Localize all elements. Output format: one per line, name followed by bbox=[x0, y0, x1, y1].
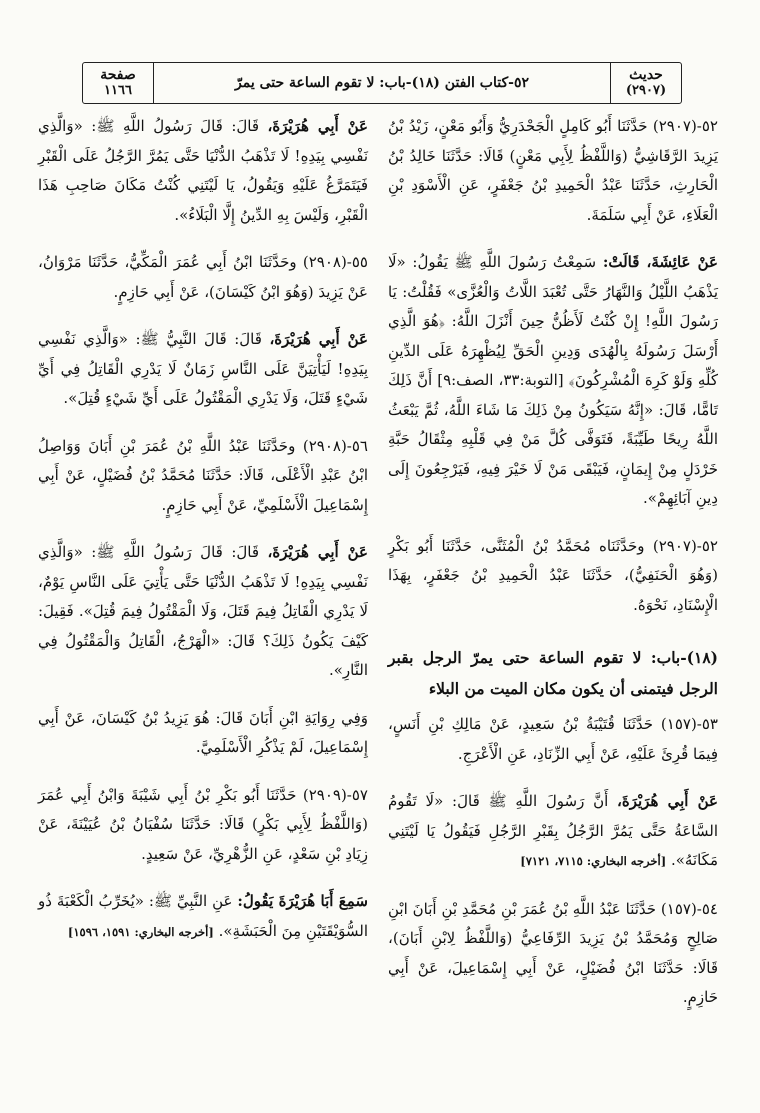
hadith-text: سَمِعْتُ رَسُولَ اللَّهِ ﷺ يَقُولُ: «لَا يَذْهَبُ اللَّيْلُ وَالنَّهَارُ حَتَّى تُعْبَدَ اللَّاتُ وَالْعُزَّى» فَقُلْتُ: يَا رَسُولَ اللَّهِ! إِنْ كُنْتُ لَأَظُنُّ حِينَ أَنْزَلَ اللَّهُ: ﴿هُوَ الَّذِي أَرْسَلَ رَسُولَهُ بِالْهُدَى وَدِينِ الْحَقِّ لِيُظْهِرَهُ عَلَى الدِّينِ كُلِّهِ وَلَوْ كَرِهَ الْمُشْرِكُونَ﴾ [التوبة:٣٣، الصف:٩] أَنَّ ذَلِكَ تَامًّا، قَالَ: «إِنَّهُ سَيَكُونُ مِنْ ذَلِكَ مَا شَاءَ اللَّهُ، ثُمَّ يَبْعَثُ اللَّهُ رِيحًا طَيِّبَةً، فَتَوَفَّى كُلَّ مَنْ فِي قَلْبِهِ مِثْقَالُ حَبَّةِ خَرْدَلٍ مِنْ إِيمَانٍ، فَيَبْقَى مَنْ لَا خَيْرَ فِيهِ، فَيَرْجِعُونَ إِلَى دِينِ آبَائِهِمْ». bbox=[388, 253, 718, 507]
narrator-lead: سَمِعَ أَبَا هُرَيْرَةَ يَقُولُ: bbox=[237, 892, 368, 910]
hadith-text: قَالَ: قَالَ رَسُولُ اللَّهِ ﷺ: «وَالَّذِي نَفْسِي بِيَدِهِ! لَا تَذْهَبُ الدُّنْيَا حَتَّى يَمُرَّ الرَّجُلُ عَلَى الْقَبْرِ فَيَتَمَرَّغُ عَلَيْهِ وَيَقُولُ، يَا لَيْتَنِي كُنْتُ مَكَانَ صَاحِبِ هَذَا الْقَبْرِ، وَلَيْسَ بِهِ الدِّينُ إِلَّا الْبَلَاءُ». bbox=[38, 117, 368, 224]
chapter-heading: (١٨)-باب: لا تقوم الساعة حتى يمرّ الرجل بقبر الرجل فيتمنى أن يكون مكان الميت من البلاء bbox=[388, 648, 718, 698]
narrator-lead: عَنْ أَبِي هُرَيْرَةَ، bbox=[617, 792, 719, 810]
hadith-text: عَنِ النَّبِيِّ ﷺ: «يُخَرِّبُ الْكَعْبَةَ ذُو السُّوَيْقَتَيْنِ مِنَ الْحَبَشَةِ». bbox=[38, 892, 368, 940]
hadith-matn bbox=[38, 538, 368, 686]
running-title: ٥٢-كتاب الفتن (١٨)-باب: لا تقوم الساعة حتى يمرّ bbox=[235, 75, 529, 91]
narration-note: وَفِي رِوَايَةِ ابْنِ أَبَانَ قَالَ: هُوَ يَزِيدُ بْنُ كَيْسَانَ، عَنْ أَبِي إِسْمَاعِيلَ، لَمْ يَذْكُرِ الْأَسْلَمِيَّ. bbox=[38, 708, 368, 756]
hadith-matn bbox=[38, 112, 368, 230]
right-column bbox=[388, 112, 718, 1013]
hadith-number: (٢٩٠٧) bbox=[625, 83, 667, 98]
hadith-matn bbox=[388, 248, 718, 514]
narrator-lead: عَنْ أَبِي هُرَيْرَةَ، bbox=[267, 543, 369, 561]
hadith-isnad: ٥٦-(٢٩٠٨) وحَدَّثَنَا عَبْدُ اللَّهِ بْنُ عُمَرَ بْنِ أَبَانَ وَوَاصِلُ ابْنُ عَبْدِ الْأَعْلَى، قَالَا: حَدَّثَنَا مُحَمَّدُ بْنُ فُضَيْلٍ، عَنْ أَبِي إِسْمَاعِيلَ الْأَسْلَمِيِّ، عَنْ أَبِي حَازِمٍ. bbox=[38, 436, 368, 514]
hadith-isnad: ٥٣-(١٥٧) حَدَّثَنَا قُتَيْبَةُ بْنُ سَعِيدٍ، عَنْ مَالِكِ بْنِ أَنَسٍ، فِيمَا قُرِئَ عَلَيْهِ، عَنْ أَبِي الزِّنَادِ، عَنِ الْأَعْرَجِ. bbox=[388, 715, 718, 763]
bukhari-reference: [أخرجه البخاري: ١٥٩١، ١٥٩٦] bbox=[67, 924, 214, 939]
narrator-lead: عَنْ أَبِي هُرَيْرَةَ، bbox=[267, 117, 369, 135]
left-column bbox=[38, 112, 368, 947]
hadith-matn bbox=[38, 887, 368, 947]
page-header bbox=[82, 62, 682, 104]
hadith-matn bbox=[38, 325, 368, 414]
page-label: صفحة bbox=[100, 67, 136, 83]
hadith-text: قَالَ: قَالَ النَّبِيُّ ﷺ: «وَالَّذِي نَفْسِي بِيَدِهِ! لَيَأْتِيَنَّ عَلَى النَّاسِ زَمَانٌ لَا يَدْرِي الْقَاتِلُ فِي أَيِّ شَيْءٍ قَتَلَ، وَلَا يَدْرِي الْمَقْتُولُ عَلَى أَيِّ شَيْءٍ قُتِلَ». bbox=[38, 330, 368, 407]
hadith-isnad: ٥٧-(٢٩٠٩) حَدَّثَنَا أَبُو بَكْرِ بْنُ أَبِي شَيْبَةَ وَابْنُ أَبِي عُمَرَ (وَاللَّفْظُ لِأَبِي بَكْرٍ) قَالَا: حَدَّثَنَا سُفْيَانُ بْنُ عُيَيْنَةَ، عَنْ زِيَادِ بْنِ سَعْدٍ، عَنِ الزُّهْرِيِّ، عَنْ سَعِيدٍ. bbox=[38, 785, 368, 863]
page-number-box bbox=[83, 63, 154, 103]
hadith-number-box bbox=[610, 63, 681, 103]
hadith-isnad: ٥٤-(١٥٧) حَدَّثَنَا عَبْدُ اللَّهِ بْنُ عُمَرَ بْنِ مُحَمَّدِ بْنِ أَبَانَ ابْنِ صَالِحٍ وَمُحَمَّدُ بْنُ يَزِيدَ الرِّفَاعِيُّ (وَاللَّفْظُ لِابْنِ أَبَانَ)، قَالَا: حَدَّثَنَا ابْنُ فُضَيْلٍ، عَنْ أَبِي إِسْمَاعِيلَ، عَنْ أَبِي حَازِمٍ. bbox=[388, 899, 718, 1006]
hadith-text: أَنَّ رَسُولَ اللَّهِ ﷺ قَالَ: «لَا تَقُومُ السَّاعَةُ حَتَّى يَمُرَّ الرَّجُلُ بِقَبْرِ الرَّجُلِ فَيَقُولُ يَا لَيْتَنِي مَكَانَهُ». bbox=[388, 792, 718, 869]
hadith-text: قَالَ: قَالَ رَسُولُ اللَّهِ ﷺ: «وَالَّذِي نَفْسِي بِيَدِهِ! لَا تَذْهَبُ الدُّنْيَا حَتَّى يَأْتِيَ عَلَى النَّاسِ يَوْمٌ، لَا يَدْرِي الْقَاتِلُ فِيمَ قَتَلَ، وَلَا الْمَقْتُولُ فِيمَ قُتِلَ». فَقِيلَ: كَيْفَ يَكُونُ ذَلِكَ؟ قَالَ: «الْهَرْجُ، الْقَاتِلُ وَالْمَقْتُولُ فِي النَّارِ». bbox=[38, 543, 368, 679]
narrator-lead: عَنْ عَائِشَةَ، قَالَتْ: bbox=[602, 253, 718, 271]
narrator-lead: عَنْ أَبِي هُرَيْرَةَ، bbox=[269, 330, 369, 348]
hadith-matn bbox=[388, 787, 718, 877]
bukhari-reference: [أخرجه البخاري: ٧١١٥، ٧١٢١] bbox=[520, 854, 667, 868]
hadith-isnad: ٥٢-(٢٩٠٧) وحَدَّثَنَاه مُحَمَّدُ بْنُ الْمُثَنَّى، حَدَّثَنَا أَبُو بَكْرٍ (وَهُوَ الْحَنَفِيُّ)، حَدَّثَنَا عَبْدُ الْحَمِيدِ بْنُ جَعْفَرٍ، بِهَذَا الْإِسْنَادِ، نَحْوَهُ. bbox=[388, 536, 718, 614]
hadith-isnad: ٥٢-(٢٩٠٧) حَدَّثَنَا أَبُو كَامِلٍ الْجَحْدَرِيُّ وَأَبُو مَعْنٍ، زَيْدُ بْنُ يَزِيدَ الرَّقَاشِيُّ (وَاللَّفْظُ لِأَبِي مَعْنٍ) قَالَا: حَدَّثَنَا خَالِدُ بْنُ الْحَارِثِ، حَدَّثَنَا عَبْدُ الْحَمِيدِ بْنُ جَعْفَرٍ، عَنِ الْأَسْوَدِ بْنِ الْعَلَاءِ، عَنْ أَبِي سَلَمَةَ. bbox=[388, 117, 718, 224]
hadith-isnad: ٥٥-(٢٩٠٨) وحَدَّثَنَا ابْنُ أَبِي عُمَرَ الْمَكِّيُّ، حَدَّثَنَا مَرْوَانُ، عَنْ يَزِيدَ (وَهُوَ ابْنُ كَيْسَانَ)، عَنْ أَبِي حَازِمٍ. bbox=[38, 253, 368, 301]
page-number: ١١٦٦ bbox=[104, 83, 132, 98]
hadith-label: حديث bbox=[629, 67, 663, 83]
